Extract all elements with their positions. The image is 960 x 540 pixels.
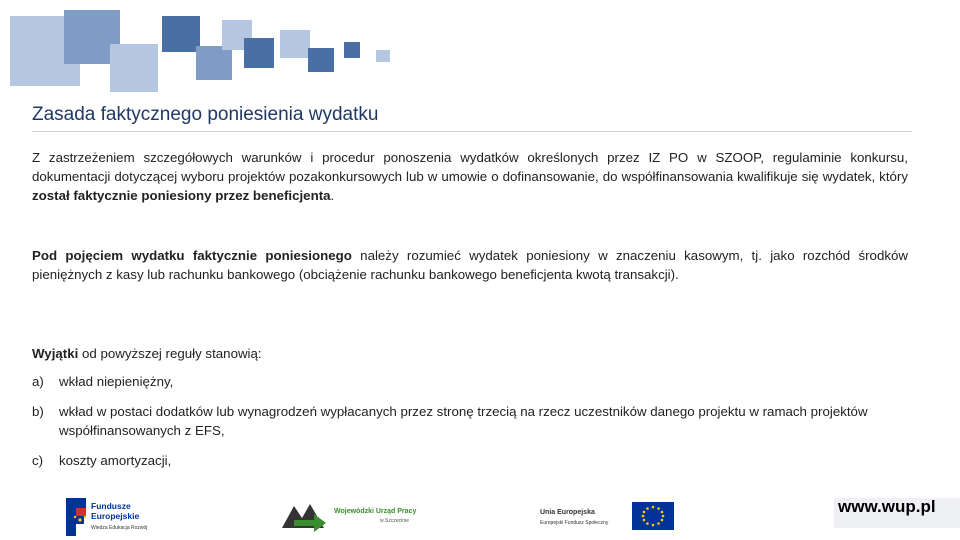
list-item-text: wkład w postaci dodatków lub wynagrodzeń wypłacanych przez stronę trzecią na rzecz uczestników danego projektu w ramach projektów współfinansowanych z EFS, [59, 404, 868, 438]
list-item [32, 402, 912, 440]
exceptions-text: od powyższej reguły stanowią: [78, 346, 262, 361]
logo-text: Europejski Fundusz Społeczny [540, 520, 609, 526]
list-item [32, 372, 912, 391]
decor-square [376, 50, 390, 62]
paragraph-text: Z zastrzeżeniem szczegółowych warunków i procedur ponoszenia wydatków określonych przez IZ PO w SZOOP, regulaminie konkursu, dokumentacji dotyczącej wyboru projektów pozakonkursowych lub w umowie o dofinansowanie, do współfinansowania kwalifikuje się wydatek, który [32, 150, 908, 184]
decor-square [280, 30, 310, 58]
logo-text: Wojewódzki Urząd Pracy [334, 508, 417, 515]
decor-square [162, 16, 200, 52]
title-divider [32, 131, 912, 132]
paragraph-text: . [330, 188, 335, 203]
exceptions-intro [32, 344, 908, 363]
logo-text: Wiedza Edukacja Rozwój [91, 525, 148, 531]
decor-square [110, 44, 158, 92]
eu-efs-logo [536, 500, 678, 532]
fundusze-europejskie-logo [64, 496, 184, 538]
paragraph-emphasis: został faktycznie poniesiony przez beneficjenta [32, 188, 331, 203]
website-link[interactable]: www.wup.pl [838, 497, 936, 516]
paragraph-eligibility [32, 148, 908, 205]
list-item [32, 451, 912, 470]
wup-szczecin-logo [280, 500, 440, 532]
page-title: Zasada faktycznego poniesienia wydatku [32, 104, 379, 125]
paragraph-text: należy rozumieć wydatek poniesiony w znaczeniu kasowym, tj. jako rozchód środków pieniężnych z kasy lub rachunku bankowego (obciążenie rachunku bankowego beneficjenta kwotą transakcji). [32, 248, 908, 282]
list-marker: c) [32, 453, 44, 468]
logo-text: Fundusze [91, 501, 131, 511]
list-item-text: wkład niepieniężny, [59, 374, 174, 389]
footer-logos [0, 490, 960, 540]
paragraph-emphasis: Pod pojęciem wydatku faktycznie poniesionego [32, 248, 352, 263]
list-marker: a) [32, 374, 44, 389]
exceptions-emphasis: Wyjątki [32, 346, 79, 361]
paragraph-definition [32, 246, 908, 284]
decor-square [196, 46, 232, 80]
decor-square [344, 42, 360, 58]
list-marker: b) [32, 404, 44, 419]
list-item-text: koszty amortyzacji, [59, 453, 172, 468]
logo-text: Europejskie [91, 511, 140, 521]
decor-square [244, 38, 274, 68]
decor-square [308, 48, 334, 72]
logo-text: Unia Europejska [540, 509, 595, 516]
logo-text: w Szczecinie [380, 518, 409, 524]
